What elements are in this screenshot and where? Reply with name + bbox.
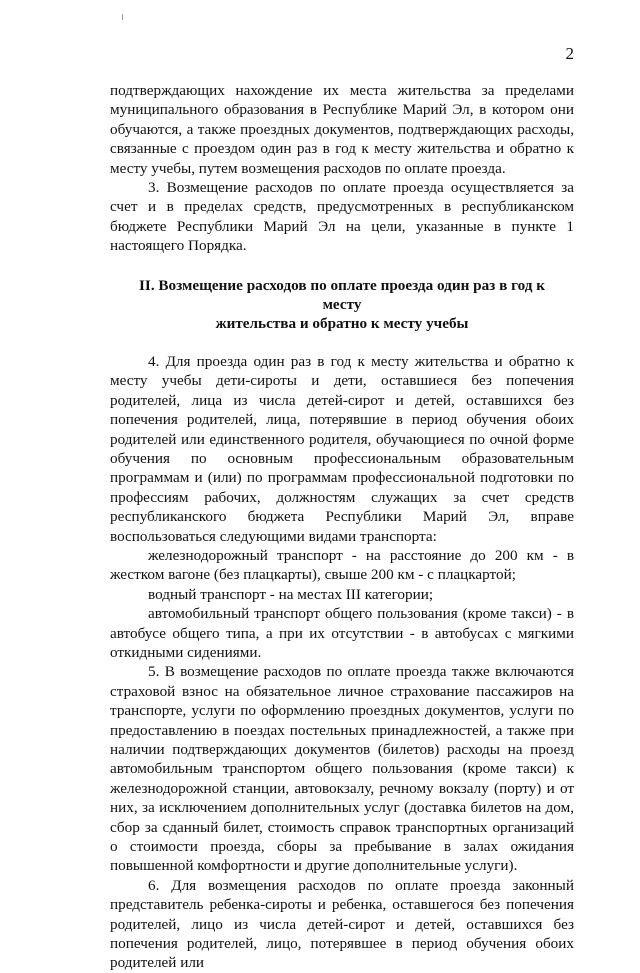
paragraph: 4. Для проезда один раз в год к месту жительства и обратно к месту учебы дети-сироты и дети, оставшиеся без попечения родителей, лица из числа детей-сирот и детей, оставшихся без попечения родителей, лица, потерявшие в период обучения обоих родителей или единственного родителя, обучающиеся по очной форме обучения по основным профессиональным образовательным программам и (или) по программам профессиональной подготовки по профессиям рабочих, должностям служащих за счет средств республиканского бюджета Республики Марий Эл, вправе воспользоваться следующими видами транспорта: bbox=[110, 352, 574, 545]
section-heading-line: II. Возмещение расходов по оплате проезда один раз в год к месту bbox=[139, 276, 545, 314]
page-number: 2 bbox=[565, 44, 574, 63]
paragraph: железнодорожный транспорт - на расстояние до 200 км - в жестком вагоне (без плацкарты), свыше 200 км - с плацкартой; bbox=[110, 546, 574, 584]
paragraph: 3. Возмещение расходов по оплате проезда осуществляется за счет и в пределах средств, предусмотренных в республиканском бюджете Республики Марий Эл на цели, указанные в пункте 1 настоящего Порядка. bbox=[110, 179, 574, 255]
section-heading-line: жительства и обратно к месту учебы bbox=[215, 315, 469, 333]
paragraph-group-section-2 bbox=[110, 352, 574, 973]
paragraph: 5. В возмещение расходов по оплате проезда также включаются страховой взнос на обязательное личное страхование пассажиров на транспорте, услуги по оформлению проездных документов, услуги по предоставлению в поездах постельных принадлежностей, а также при наличии подтверждающих документов (билетов) расходы на проезд автомобильным транспортом общего пользования (кроме такси) к железнодорожной станции, автовокзалу, речному вокзалу (порту) и от них, за исключением дополнительных услуг (доставка билетов на дом, сбор за сданный билет, стоимость справок транспортных организаций о стоимости проезда, сборы за пребывание в залах ожидания повышенной комфортности и другие дополнительные услуги). bbox=[110, 663, 574, 875]
paragraph: водный транспорт - на местах III категории; bbox=[148, 585, 434, 603]
paragraph: 6. Для возмещения расходов по оплате проезда законный представитель ребенка-сироты и ребенка, оставшегося без попечения родителей, лицо из числа детей-сирот и детей, оставшихся без попечения родителей, лицо, потерявшее в период обучения обоих родителей или bbox=[110, 876, 574, 972]
scan-artifact-mark bbox=[122, 14, 123, 20]
document-body bbox=[110, 81, 574, 973]
section-heading bbox=[110, 276, 574, 334]
paragraph: автомобильный транспорт общего пользования (кроме такси) - в автобусе общего типа, а при их отсутствии - в автобусах с мягкими откидными сидениями. bbox=[110, 605, 574, 661]
paragraph: подтверждающих нахождение их места жительства за пределами муниципального образования в Республике Марий Эл, в котором они обучаются, а также проездных документов, подтверждающих расходы, связанные с проездом один раз в год к месту жительства и обратно к месту учебы, путем возмещения расходов по оплате проезда. bbox=[110, 82, 574, 177]
paragraph-group-intro bbox=[110, 81, 574, 256]
